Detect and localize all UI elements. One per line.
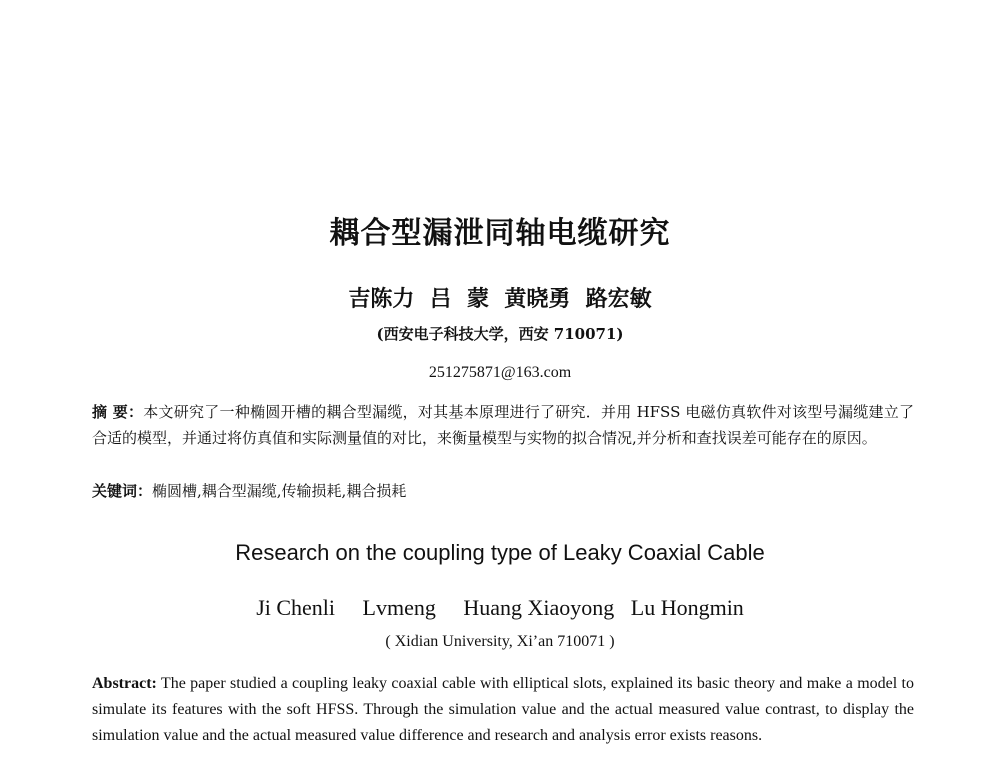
english-authors: Ji Chenli Lvmeng Huang Xiaoyong Lu Hongmin — [256, 595, 744, 620]
author-email: 251275871@163.com — [428, 364, 572, 381]
english-affiliation: ( Xidian University, Xi’an 710071 ) — [385, 633, 615, 650]
chinese-abstract — [92, 399, 914, 451]
chinese-affiliation: (西安电子科技大学，西安 710071) — [376, 325, 624, 343]
english-abstract-text: The paper studied a coupling leaky coaxial cable with elliptical slots, explained its basic theory and make a model to simulate its features with the soft HFSS. Through the simulation value and the actual measured value contrast, to display the simulation value and the actual measured value difference and research and analysis error exists reasons. — [92, 675, 914, 744]
english-abstract — [92, 671, 914, 749]
chinese-keywords-label: 关键词： — [92, 482, 153, 500]
chinese-abstract-label: 摘 要： — [92, 403, 144, 421]
chinese-authors: 吉陈力 吕 蒙 黄晓勇 路宏敏 — [348, 286, 652, 312]
english-title: Research on the coupling type of Leaky Coaxial Cable — [235, 540, 765, 565]
chinese-title: 耦合型漏泄同轴电缆研究 — [329, 216, 671, 251]
chinese-keywords-text: 椭圆槽,耦合型漏缆,传输损耗,耦合损耗 — [152, 482, 407, 500]
chinese-abstract-text: 本文研究了一种椭圆开槽的耦合型漏缆，对其基本原理进行了研究．并用 HFSS 电磁仿真软件对该型号漏缆建立了合适的模型，并通过将仿真值和实际测量值的对比，来衡量模型与实物的拟合情况,并分析和查找误差可能存在的原因。 — [92, 403, 914, 447]
english-abstract-label: Abstract: — [92, 675, 157, 692]
chinese-keywords — [92, 478, 914, 504]
